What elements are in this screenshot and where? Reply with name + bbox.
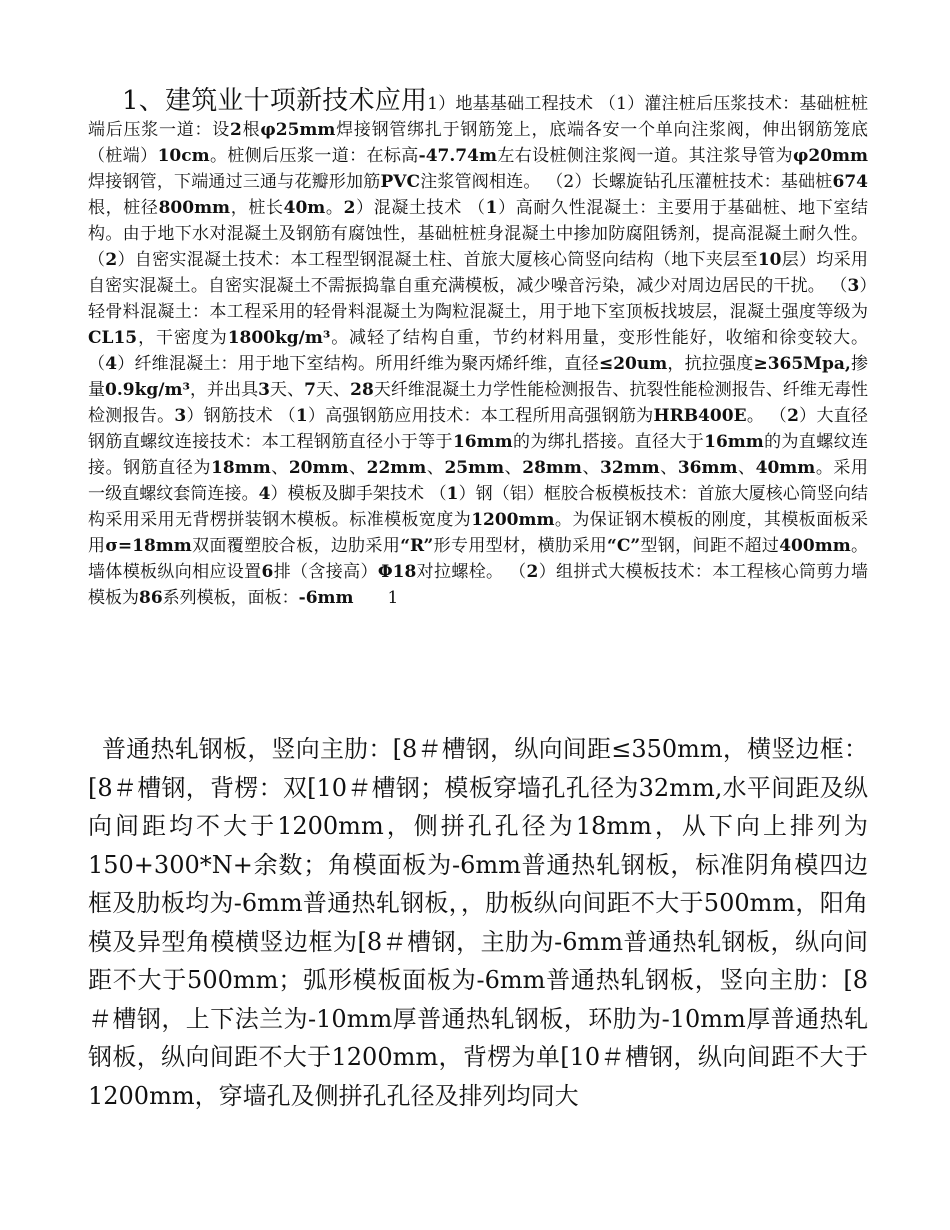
paragraph-text: 注浆管阀相连。 （2）长螺旋钻孔压灌桩技术：基础桩 [419, 172, 833, 192]
bold-value: 674 [832, 172, 869, 192]
bold-value: 4 [105, 354, 118, 374]
paragraph-text: 1）地基基础工程技术 （1）灌注桩后压浆技术：基础桩桩端后压浆一道：设 [88, 94, 868, 140]
paragraph-text: 。采用一级直螺纹套筒连接。 [88, 458, 868, 504]
bold-value: -47.74m [418, 146, 497, 166]
paragraph-text: 左右设桩侧注浆阀一道。其注浆导管为 [496, 146, 793, 166]
paragraph-text: 、 [581, 458, 601, 478]
bold-value: 2 [230, 120, 242, 140]
paragraph-text: 。 [325, 198, 344, 218]
paragraph-text: 。桩侧后压浆一道：在标高 [209, 146, 419, 166]
bold-value: 4 [258, 484, 271, 504]
paragraph-text: 、 [737, 458, 756, 478]
bold-value: φ20mm [793, 146, 869, 166]
bold-value: Φ18 [377, 562, 417, 582]
paragraph-text: 型钢，间距不超过 [640, 536, 780, 556]
bold-value: 16mm [704, 432, 764, 452]
paragraph-text: 根，桩径 [88, 198, 159, 218]
bold-value: 28 [350, 380, 374, 400]
paragraph-text: 系列模板，面板： [162, 588, 299, 608]
paragraph-text: 排（含接高） [273, 562, 378, 582]
paragraph-text: 掺量 [88, 354, 869, 400]
paragraph-text: 根 [241, 120, 261, 140]
bold-value: 86 [139, 588, 163, 608]
paragraph-text: ）组拼式大模板技术：本工程核心筒剪力墙模板为 [88, 562, 869, 608]
bold-value: 6 [261, 562, 274, 582]
paragraph-text: 天、 [315, 380, 351, 400]
bold-value: 3 [174, 406, 187, 426]
bold-value: 25mm [444, 458, 505, 478]
paragraph-text: 1 [387, 588, 399, 608]
bold-value: 1 [485, 198, 498, 218]
bold-value: PVC [380, 172, 420, 192]
paragraph-text: ）钢（铝）框胶合板模板技术：首旅大厦核心筒竖向结构采用采用无背楞拼装钢木模板。标准模板宽度为 [88, 484, 869, 530]
paragraph-text: 、 [270, 458, 289, 478]
bold-value: 1800kg/m³ [227, 328, 331, 348]
bold-value: 2 [526, 562, 539, 582]
paragraph-text: ）钢筋技术 （ [186, 406, 296, 426]
heading-title: 建筑业十项新技术应用 [164, 86, 428, 116]
bold-value: 32mm [600, 458, 660, 478]
bold-value: 18mm [211, 458, 271, 478]
bold-value: 2 [105, 250, 118, 270]
paragraph-text: 、 [504, 458, 523, 478]
paragraph-text: ）自密实混凝土技术：本工程型钢混凝土柱、首旅大厦核心筒竖向结构（地下夹层至 [117, 250, 758, 270]
paragraph-text: 焊接钢管绑扎于钢筋笼上，底端各安一个单向注浆阀，伸出钢筋笼底（桩端） [88, 120, 869, 166]
bold-value: 36mm [677, 458, 738, 478]
bold-value: 10 [757, 250, 782, 270]
bold-value: 28mm [522, 458, 582, 478]
paragraph-text: 天、 [270, 380, 305, 400]
heading-number: 1、 [122, 86, 165, 116]
paragraph-text: ）纤维混凝土：用于地下室结构。所用纤维为聚丙烯纤维，直径 [117, 354, 599, 374]
bold-value: ≥365Mpa, [753, 354, 851, 374]
bold-value: 20mm [288, 458, 349, 478]
paragraph-text: ）高强钢筋应用技术：本工程所用高强钢筋为 [307, 406, 654, 426]
bold-value: 3 [847, 276, 860, 296]
bold-value: σ=18mm [105, 536, 192, 556]
paragraph-text: ）大直径钢筋直螺纹连接技术：本工程钢筋直径小于等于 [88, 406, 869, 452]
continuation-paragraph: 普通热轧钢板，竖向主肋：[8＃槽钢，纵向间距≤350mm，横竖边框：[8＃槽钢，背楞：双[10＃槽钢；模板穿墙孔孔径为32mm,水平间距及纵向间距均不大于1200mm，侧拼孔孔径为18mm，从下向上排列为150+300*N+余数；角模面板为-6mm普通热轧钢板，标准阴角模四边框及肋板均为-6mm普通热轧钢板，，肋板纵向间距不大于500mm，阳角模及异型角模横竖边框为[8＃槽钢，主肋为-6mm普通热轧钢板，纵向间距不大于500mm；弧形模板面板为-6mm普通热轧钢板，竖向主肋：[8＃槽钢，上下法兰为-10mm厚普通热轧钢板，环肋为-10mm厚普通热轧钢板，纵向间距不大于1200mm，背楞为单[10＃槽钢，纵向间距不大于1200mm，穿墙孔及侧拼孔孔径及排列均同大 [88, 735, 868, 1110]
bold-value: 1200mm [471, 510, 555, 530]
paragraph-text: 焊接钢管，下端通过三通与花瓣形加筋 [88, 172, 381, 192]
paragraph-text: ）轻骨料混凝土：本工程采用的轻骨料混凝土为陶粒混凝土，用于地下室顶板找坡层，混凝土强度等级为 [88, 276, 869, 322]
bold-value: φ25mm [260, 120, 336, 140]
paragraph-text: ，抗拉强度 [667, 354, 754, 374]
paragraph-text: ）混凝土技术 （ [355, 198, 486, 218]
paragraph-text: 的为绑扎搭接。直径大于 [512, 432, 705, 452]
paragraph-text: ，并出具 [189, 380, 259, 400]
bold-value: 0.9kg/m³ [105, 380, 190, 400]
bold-value: 1 [446, 484, 459, 504]
bold-value: 3 [258, 380, 270, 400]
paragraph-text: ）模板及脚手架技术 （ [270, 484, 447, 504]
paragraph-text: 层）均采用自密实混凝土。自密实混凝土不需振捣靠自重充满模板，减少噪音污染，减少对周边居民的干扰。 （ [88, 250, 869, 296]
bold-value: 40mm [755, 458, 816, 478]
paragraph-text: 。减轻了结构自重，节约材料用量，变形性能好，收缩和徐变较大。 （ [88, 328, 869, 374]
paragraph-text: 天纤维混凝土力学性能检测报告、抗裂性能检测报告、纤维无毒性检测报告。 [88, 380, 869, 426]
bold-value: 22mm [366, 458, 427, 478]
section-heading [122, 86, 427, 116]
paragraph-text: ，干密度为 [137, 328, 228, 348]
technology-paragraph [88, 88, 868, 611]
paragraph-text: 的为直螺纹连接。钢筋直径为 [88, 432, 869, 478]
paragraph-text: 。为保证钢木模板的刚度，其模板面板采用 [88, 510, 869, 556]
paragraph-text: ，桩长 [230, 198, 284, 218]
bold-value: 800mm [158, 198, 231, 218]
bold-value: 1 [295, 406, 308, 426]
bold-value: “R” [400, 536, 434, 556]
bold-value: 2 [787, 406, 799, 426]
paragraph-text: 、 [348, 458, 367, 478]
paragraph-text: 形专用型材，横肋采用 [433, 536, 608, 556]
bold-value: “C” [607, 536, 641, 556]
bold-value: 40m [283, 198, 326, 218]
paragraph-text: 对拉螺栓。 （ [416, 562, 527, 582]
bold-value: 2 [343, 198, 356, 218]
paragraph-text: 。 （ [746, 406, 788, 426]
bold-value: CL15 [88, 328, 138, 348]
bold-value: HRB400E [653, 406, 747, 426]
bold-value: ≤20um [598, 354, 668, 374]
paragraph-text: ）高耐久性混凝土：主要用于基础桩、地下室结构。由于地下水对混凝土及钢筋有腐蚀性，基础桩桩身混凝土中掺加防腐阻锈剂，提高混凝土耐久性。（ [88, 198, 869, 270]
paragraph-text: 双面覆塑胶合板，边肋采用 [191, 536, 401, 556]
bold-value: 7 [304, 380, 316, 400]
bold-value: 400mm [779, 536, 851, 556]
bold-value: 16mm [452, 432, 513, 452]
bold-value: -6mm [298, 588, 354, 608]
paragraph-text: 、 [659, 458, 678, 478]
paragraph-text: 。墙体模板纵向相应设置 [88, 536, 869, 582]
paragraph-text: 、 [426, 458, 445, 478]
bold-value: 10cm [157, 146, 210, 166]
